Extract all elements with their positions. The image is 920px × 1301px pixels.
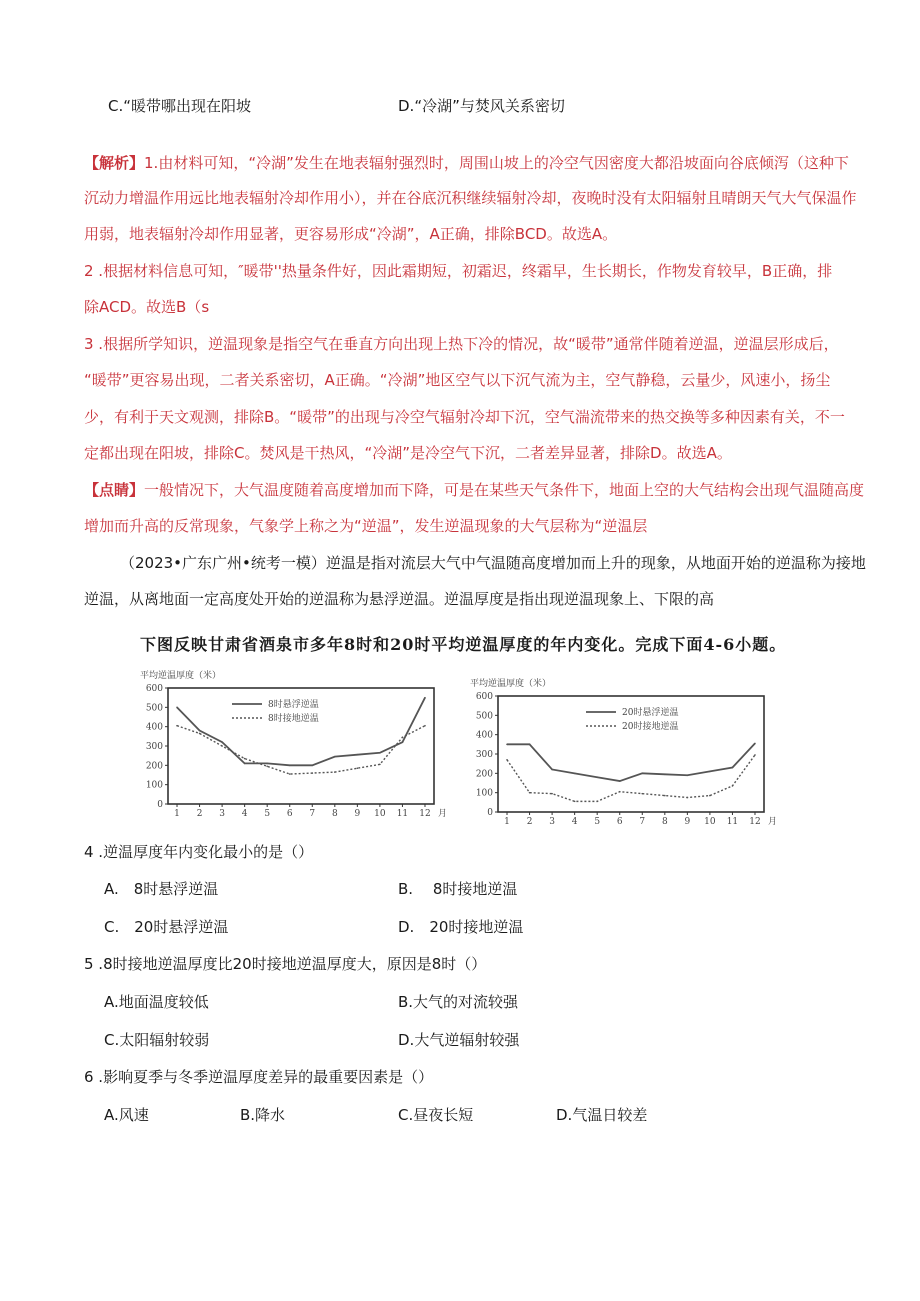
data-point [529,792,531,794]
data-point [311,765,313,767]
data-point [732,767,734,769]
x-tick-label: 1 [174,809,180,819]
data-point [424,697,426,699]
x-tick-label: 5 [594,817,601,827]
x-tick-label: 10 [374,809,386,819]
q4-option-b[interactable]: B. 8时接地逆温 [398,880,518,898]
data-point [402,741,404,743]
analysis-line-2: 沉动力增温作用远比地表辐射冷却作用小），并在谷底沉积继续辐射冷却，夜晚时没有太阳辐射且晴朗天气大气保温作 [84,189,857,207]
data-point [529,744,531,746]
x-tick-label: 9 [354,809,361,819]
series-line-20时悬浮逆温 [507,743,755,781]
x-tick-label: 10 [704,817,716,827]
x-tick-label: 3 [549,817,555,827]
data-point [244,763,246,765]
analysis-line-1: 【解析】1.由材料可知，“冷湖”发生在地表辐射强烈时，周围山坡上的冷空气因密度大都沿坡面向谷底倾泻（这种下 [84,154,849,172]
x-tick-label: 3 [219,809,225,819]
y-tick-label: 100 [145,780,163,791]
legend-label: 8时悬浮逆温 [268,700,319,710]
analysis-line-4: 2 .根据材料信息可知，″暖带''热量条件好，因此霜期短，初霜迟，终霜早，生长期长，作物发育较早，B正确，排 [84,262,833,280]
y-tick-label: 500 [475,711,493,722]
data-point [289,765,291,767]
chart-8h [138,664,456,824]
x-tick-label: 11 [396,809,409,819]
data-point [687,797,689,799]
x-tick-label: 4 [571,817,578,827]
data-point [266,763,268,765]
data-point [732,785,734,787]
data-point [357,767,359,769]
data-point [619,791,621,793]
legend-label: 20时接地逆温 [622,722,679,732]
comment-line-1: 【点睛】一般情况下，大气温度随着高度增加而下降，可是在某些天气条件下，地面上空的大气结构会出现气温随高度 [84,481,865,499]
x-tick-label: 7 [309,809,316,819]
data-point [619,780,621,782]
q5-option-c[interactable]: C.太阳辐射较弱 [104,1031,210,1049]
q4-option-d[interactable]: D. 20时接地逆温 [398,918,524,936]
analysis-line-6: 3 .根据所学知识，逆温现象是指空气在垂直方向出现上热下冷的情况，故“暖带”通常伴随着逆温，逆温层形成后， [84,335,839,353]
q5-option-a[interactable]: A.地面温度较低 [104,993,209,1011]
data-point [754,743,756,745]
x-tick-label: 2 [196,809,203,819]
y-tick-label: 300 [145,742,163,752]
x-tick-label: 12 [419,809,431,819]
chart-20h [468,672,786,832]
data-point [199,733,201,735]
q4-stem: 4 .逆温厚度年内变化最小的是（） [84,843,314,861]
data-point [289,773,291,775]
q4-option-c[interactable]: C. 20时悬浮逆温 [104,918,229,936]
y-tick-label: 600 [475,692,493,702]
y-tick-label: 500 [145,703,163,714]
data-point [311,772,313,774]
x-tick-label: 1 [504,817,510,827]
q6-option-d[interactable]: D.气温日较差 [556,1106,648,1124]
y-tick-label: 0 [157,800,163,810]
q6-stem: 6 .影响夏季与冬季逆温厚度差异的最重要因素是（） [84,1068,434,1086]
q4-option-a[interactable]: A. 8时悬浮逆温 [104,880,219,898]
x-tick-label: 8 [331,809,338,819]
chart-xlabel: 月 [768,817,778,827]
data-point [664,795,666,797]
data-point [506,744,508,746]
legend-label: 20时悬浮逆温 [622,708,679,718]
intro-line-2: 逆温，从离地面一定高度处开始的逆温称为悬浮逆温。逆温厚度是指出现逆温现象上、下限的高 [84,590,715,608]
data-point [402,737,404,739]
q6-option-b[interactable]: B.降水 [240,1106,286,1124]
y-tick-label: 600 [145,684,163,694]
x-tick-label: 7 [639,817,646,827]
data-point [551,793,553,795]
q5-stem: 5 .8时接地逆温厚度比20时接地逆温厚度大，原因是8时（） [84,955,487,973]
data-point [574,801,576,803]
chart-xlabel: 月 [438,809,448,819]
prev-option-d: D.“冷湖”与焚风关系密切 [398,97,565,115]
data-point [664,774,666,776]
data-point [754,754,756,756]
y-tick-label: 400 [145,722,163,733]
data-point [379,764,381,766]
prev-option-c: C.“暖带哪出现在阳坡 [108,97,252,115]
analysis-line-5: 除ACD。故选B（s [84,298,210,316]
chart-ylabel: 平均逆温厚度（米） [470,679,552,689]
figure-caption: 下图反映甘肃省酒泉市多年8时和20时平均逆温厚度的年内变化。完成下面4-6小题。 [140,635,787,654]
data-point [221,745,223,747]
x-tick-label: 12 [749,817,761,827]
q6-option-a[interactable]: A.风速 [104,1106,149,1124]
data-point [574,773,576,775]
data-point [176,725,178,727]
x-tick-label: 2 [526,817,533,827]
data-point [506,759,508,761]
data-point [334,771,336,773]
data-point [596,776,598,778]
q6-option-c[interactable]: C.昼夜长短 [398,1106,474,1124]
x-tick-label: 6 [616,817,623,827]
comment-tag: 【点睛】 [84,481,145,499]
x-tick-label: 11 [726,817,739,827]
data-point [199,730,201,732]
data-point [357,754,359,756]
y-tick-label: 0 [487,808,493,818]
x-tick-label: 9 [684,817,691,827]
data-point [551,769,553,771]
data-point [596,801,598,803]
data-point [334,756,336,758]
x-tick-label: 4 [241,809,248,819]
data-point [687,774,689,776]
data-point [709,795,711,797]
chart-ylabel: 平均逆温厚度（米） [140,671,222,681]
analysis-line-7: “暖带”更容易出现，二者关系密切，A正确。“冷湖”地区空气以下沉气流为主，空气静稳，云量少，风速小，扬尘 [84,371,831,389]
legend-label: 8时接地逆温 [268,714,319,724]
analysis-line-9: 定都出现在阳坡，排除C。焚风是干热风，“冷湖”是冷空气下沉，二者差异显著，排除D。故选A。 [84,444,732,462]
y-tick-label: 200 [145,761,163,772]
data-point [709,771,711,773]
data-point [266,766,268,768]
intro-line-1: （2023•广东广州•统考一模）逆温是指对流层大气中气温随高度增加而上升的现象，从地面开始的逆温称为接地 [120,554,866,572]
data-point [641,773,643,775]
y-tick-label: 200 [475,769,493,780]
data-point [244,758,246,760]
analysis-tag: 【解析】 [84,154,145,172]
x-tick-label: 5 [264,809,271,819]
analysis-line-8: 少，有利于天文观测，排除B。“暖带”的出现与冷空气辐射冷却下沉，空气湍流带来的热交换等多种因素有关，不一 [84,408,845,426]
y-tick-label: 100 [475,788,493,799]
data-point [221,741,223,743]
x-tick-label: 6 [286,809,293,819]
data-point [379,752,381,754]
analysis-line-3: 用弱，地表辐射冷却作用显著，更容易形成“冷湖”，A正确，排除BCD。故选A。 [84,225,618,243]
data-point [641,793,643,795]
x-tick-label: 8 [661,817,668,827]
comment-line-2: 增加而升高的反常现象，气象学上称之为“逆温”，发生逆温现象的大气层称为“逆温层 [84,517,648,535]
data-point [176,707,178,709]
q5-option-d[interactable]: D.大气逆辐射较强 [398,1031,520,1049]
y-tick-label: 400 [475,730,493,741]
y-tick-label: 300 [475,750,493,760]
data-point [424,725,426,727]
q5-option-b[interactable]: B.大气的对流较强 [398,993,519,1011]
